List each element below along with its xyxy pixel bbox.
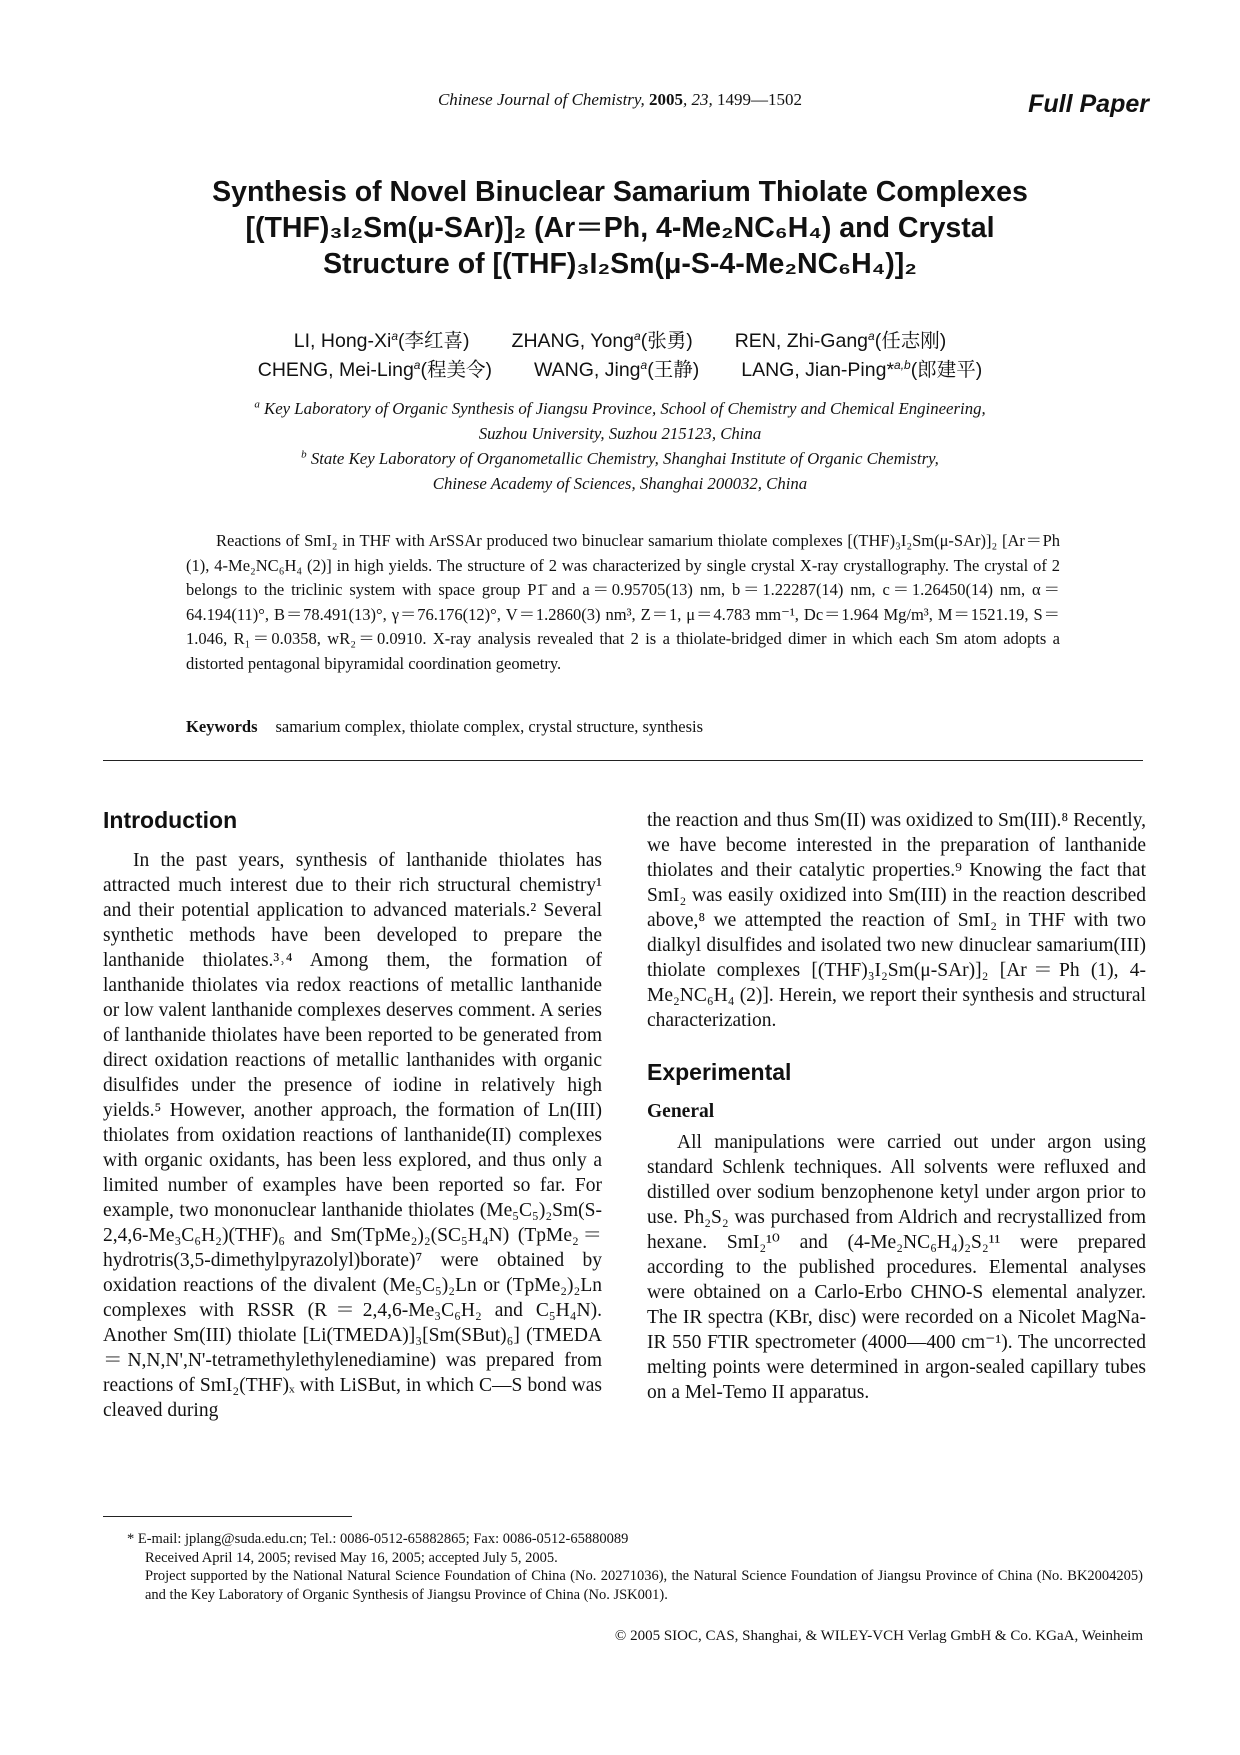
footnote-dates: Received April 14, 2005; revised May 16, 2005; accepted July 5, 2005. — [145, 1549, 558, 1566]
running-header: Chinese Journal of Chemistry, 2005, 23, 1499—1502 — [437, 90, 803, 109]
author: LANG, Jian-Ping*$^{a,b}$(郎建平) — [741, 358, 983, 381]
author-row-1 — [150, 327, 1090, 356]
author-row-2 — [150, 356, 1090, 385]
left-column — [103, 805, 602, 1423]
affiliation-a: $^a$ Key Laboratory of Organic Synthesis of Jiangsu Province, School of Chemistry and Chemical Engineering, — [254, 398, 986, 418]
experimental-text: All manipulations were carried out under argon using standard Schlenk techniques. All solvents were refluxed and distilled over sodium benzophenone ketyl under argon prior to use. Ph₂S₂ was purchased from Aldrich and recrystallized from hexane. SmI₂¹⁰ and (4-Me₂NC₆H₄)₂S₂¹¹ were prepared according to the published procedures. Elemental analyses were obtained on a Carlo-Erbo CHNO-S elemental analyzer. The IR spectra (KBr, disc) were recorded on a Nicolet MagNa-IR 550 FTIR spectrometer (4000—400 cm⁻¹). The uncorrected melting points were determined in argon-sealed capillary tubes on a Mel-Temo II apparatus. — [647, 1132, 1146, 1403]
keywords-text: samarium complex, thiolate complex, crystal structure, synthesis — [275, 717, 704, 736]
journal-name: Chinese Journal of Chemistry — [437, 90, 641, 109]
introduction-text: In the past years, synthesis of lanthanide thiolates has attracted much interest due to their rich structural chemistry¹ and their potential application to advanced materials.² Several synthetic methods have been developed to prepare the lanthanide thiolates.³˒⁴ Among them, the formation of lanthanide thiolates via redox reactions of metallic lanthanide or low valent lanthanide complexes deserves comment. A series of lanthanide thiolates have been reported to be generated from direct oxidation reactions of metallic lanthanides with organic disulfides under the presence of iodine in relatively high yields.⁵ However, another approach, the formation of Ln(III) thiolates from oxidation reactions of lanthanide(II) complexes with organic oxidants, has been less explored, and thus only a limited number of examples have been reported so far. For example, two mononuclear lanthanide thiolates (Me₅C₅)₂Sm(S-2,4,6-Me₃C₆H₂)(THF)₆ and Sm(TpMe₂)₂(SC₅H₄N) (TpMe₂＝hydrotris(3,5-dimethylpyrazolyl)borate)⁷ were obtained by oxidation reactions of the divalent (Me₅C₅)₂Ln or (TpMe₂)₂Ln complexes with RSSR (R＝2,4,6-Me₃C₆H₂ and C₅H₄N). Another Sm(III) thiolate [Li(TMEDA)]₃[Sm(SBut)₆] (TMEDA＝N,N,N',N'-tetramethylethylenediamine) was prepared from reactions of SmI₂(THF)ₓ with LiSBut, in which C—S bond was cleaved during — [103, 850, 602, 1421]
author-list — [150, 327, 1090, 385]
abstract — [186, 529, 1060, 676]
introduction-continued: the reaction and thus Sm(II) was oxidized to Sm(III).⁸ Recently, we have become interested in the preparation of lanthanide thiolates and their catalytic properties.⁹ Knowing the fact that SmI₂ was easily oxidized into Sm(III) in the reaction described above,⁸ we attempted the reaction of SmI₂ in THF with two dialkyl disulfides and isolated two new dinuclear samarium(III) thiolate complexes [(THF)₃I₂Sm(μ-SAr)]₂ [Ar＝Ph (1), 4-Me₂NC₆H₄ (2)]. Herein, we report their synthesis and structural characterization. — [647, 810, 1146, 1031]
experimental-heading: Experimental — [647, 1059, 792, 1085]
author: ZHANG, Yong$^a$(张勇) — [511, 329, 693, 352]
keywords-label: Keywords — [186, 717, 258, 736]
author: LI, Hong-Xi$^a$(李红喜) — [293, 329, 470, 352]
footnote-contact: * E-mail: jplang@suda.edu.cn; Tel.: 0086-0512-65882865; Fax: 0086-0512-65880089 — [127, 1531, 629, 1547]
journal-volume: 23 — [691, 90, 709, 109]
paper-title — [120, 174, 1120, 282]
title-line-3: Structure of [(THF)₃I₂Sm(μ-S-4-Me₂NC₆H₄)]₂ — [323, 248, 917, 280]
affiliations — [150, 396, 1090, 496]
affiliation-b: $^b$ State Key Laboratory of Organometallic Chemistry, Shanghai Institute of Organic Chemistry, — [301, 448, 939, 468]
title-line-1: Synthesis of Novel Binuclear Samarium Thiolate Complexes — [212, 176, 1028, 208]
title-line-2: [(THF)₃I₂Sm(μ-SAr)]₂ (Ar＝Ph, 4-Me₂NC₆H₄) and Crystal — [245, 212, 995, 244]
keywords — [186, 717, 703, 737]
footnote-funding: Project supported by the National Natural Science Foundation of China (No. 20271036), the Natural Science Foundation of Jiangsu Province of China (No. BK2004205) and the Key Laboratory of Organic Synthesis of Jiangsu Province of China (No. JSK001). — [145, 1568, 1143, 1603]
affiliation-b-cont: Chinese Academy of Sciences, Shanghai 200032, China — [432, 474, 808, 493]
divider — [103, 760, 1143, 761]
abstract-text: Reactions of SmI₂ in THF with ArSSAr produced two binuclear samarium thiolate complexes [(THF)₃I₂Sm(μ-SAr)]₂ [Ar＝Ph (1), 4-Me₂NC₆H₄ (2)] in high yields. The structure of 2 was characterized by single crystal X-ray crystallography. The crystal of 2 belongs to the triclinic system with space group P1̄ and a＝0.95705(13) nm, b＝1.22287(14) nm, c＝1.26450(14) nm, α＝64.194(11)°, B＝78.491(13)°, γ＝76.176(12)°, V＝1.2860(3) nm³, Z＝1, μ＝4.783 mm⁻¹, Dc＝1.964 Mg/m³, M＝1521.19, S＝1.046, R₁＝0.0358, wR₂＝0.0910. X-ray analysis revealed that 2 is a thiolate-bridged dimer in which each Sm atom adopts a distorted pentagonal bipyramidal coordination geometry. — [186, 531, 1060, 673]
author: REN, Zhi-Gang$^a$(任志刚) — [734, 329, 947, 352]
journal-year: 2005 — [649, 90, 684, 109]
author: CHENG, Mei-Ling$^a$(程美令) — [257, 358, 492, 381]
journal-pages: 1499—1502 — [717, 90, 803, 109]
footnotes — [127, 1530, 1143, 1604]
affiliation-a-cont: Suzhou University, Suzhou 215123, China — [478, 424, 762, 443]
right-column — [647, 808, 1146, 1405]
introduction-heading: Introduction — [103, 807, 238, 833]
footnote-rule — [103, 1516, 352, 1517]
author: WANG, Jing$^a$(王静) — [533, 358, 700, 381]
section-label: Full Paper — [1028, 90, 1149, 118]
copyright: © 2005 SIOC, CAS, Shanghai, & WILEY-VCH Verlag GmbH & Co. KGaA, Weinheim — [614, 1628, 1143, 1644]
general-subheading: General — [647, 1101, 715, 1122]
